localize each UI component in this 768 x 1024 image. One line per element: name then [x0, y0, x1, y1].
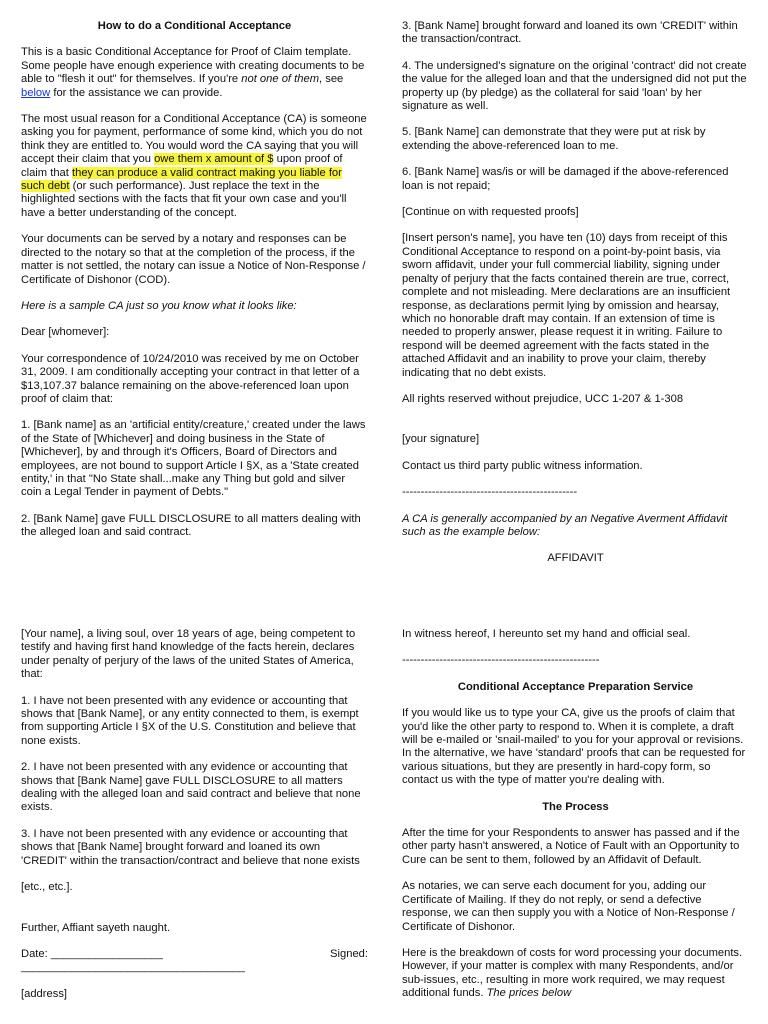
continue-note: [Continue on with requested proofs]: [402, 206, 579, 219]
proof-item-5: 5. [Bank Name] can demonstrate that they were put at risk by extending the above-referenced loan to me.: [402, 126, 706, 152]
preparation-paragraph: If you would like us to type your CA, give us the proofs of claim that you'd like the other party to respond to. When it is complete, a draft will be e-mailed or 'snail-mailed' to you for your approval or revisions. In the alternative, we have 'standard' proofs that can be requested for various situations, but they are presently in hard-copy form, so contact us with the type of matter you're dealing with.: [402, 707, 746, 787]
lower-left-column: [21, 628, 368, 1001]
costs-text: Here is the breakdown of costs for word processing your documents. However, if your matter is complex with many Respondents, and/or sub-issues, etc., resulting in more work required, we may request additional funds.: [402, 946, 743, 1000]
proof-item-3: 3. [Bank Name] brought forward and loaned its own 'CREDIT' within the transaction/contract.: [402, 20, 738, 46]
notary-paragraph: Your documents can be served by a notary and responses can be directed to the notary so that at the completion of the process, if the matter is not settled, the notary can issue a Notice of Non-Response / Certificate of Dishonor (COD).: [21, 233, 366, 286]
ca-text-c: (or such performance). Just replace the text in the highlighted sections with the facts that fit your own case and you'll have a better understanding of the concept.: [21, 180, 347, 219]
intro-text-a: This is a basic Conditional Acceptance for Proof of Claim template. Some people have enough experience with creating documents to be able to "flesh it out" for themselves. If you're: [21, 46, 365, 86]
process-paragraph: After the time for your Respondents to answer has passed and if the other party hasn't answered, a Notice of Fault with an Opportunity to Cure can be sent to them, followed by an Affidavit of Default.: [402, 827, 740, 866]
preparation-service-heading: Conditional Acceptance Preparation Service: [457, 680, 694, 693]
affiant-declaration: [Your name], a living soul, over 18 years of age, being competent to testify and having first hand knowledge of the facts herein, declares under penalty of perjury of the laws of the united States of America, that:: [21, 628, 356, 681]
witness-statement: In witness hereof, I hereunto set my hand and official seal.: [402, 628, 691, 640]
signature-line: ____________________________________: [21, 961, 245, 974]
notaries-paragraph: As notaries, we can serve each document for you, adding our Certificate of Mailing. If they do not reply, or send a defective response, we can then supply you with a Notice of Non-Response / Certificate of Dishonor.: [402, 880, 735, 933]
highlight-contract: they can produce a valid contract making you liable for such debt: [21, 166, 342, 193]
proof-item-2: 2. [Bank Name] gave FULL DISCLOSURE to all matters dealing with the alleged loan and said contract.: [21, 512, 361, 539]
intro-text-c: for the assistance we can provide.: [50, 86, 223, 99]
affidavit-note: A CA is generally accompanied by an Negative Averment Affidavit such as the example below:: [402, 512, 728, 538]
intro-paragraph: [21, 46, 368, 100]
contact-note: Contact us third party public witness information.: [402, 459, 643, 472]
affidavit-point-3: 3. I have not been presented with any evidence or accounting that shows that [Bank Name] brought forward and loaned its own 'CREDIT' within the transaction/contract and believe that none exists: [21, 827, 360, 867]
separator-dashes-2: -----------------------------------------------------: [402, 654, 600, 667]
date-signed-row: [21, 948, 368, 961]
ca-text-b: upon proof of claim that: [21, 153, 343, 179]
etc-note: [etc., etc.].: [21, 881, 73, 894]
prices-italic: The prices below: [486, 987, 572, 1000]
ca-explanation-paragraph: [21, 113, 368, 220]
below-link[interactable]: below: [21, 86, 51, 99]
document-title: How to do a Conditional Acceptance: [97, 20, 292, 32]
response-deadline-paragraph: [Insert person's name], you have ten (10) days from receipt of this Conditional Acceptance to respond on a point-by-point basis, via sworn affidavit, under your full commercial liability, signing under penalty of perjury that the facts contained therein are true, correct, complete and not misleading. Mere declarations are an insufficient response, as declarations permit lying by omission and hearsay, which no honorable draft may contain. If an extension of time is needed to properly answer, please request it in writing. Failure to respond will be deemed agreement with the facts stated in the attached Affidavit and an inability to prove your claim, thereby indicating that no debt exists.: [402, 232, 731, 379]
ca-text-a: The most usual reason for a Conditional Acceptance (CA) is someone asking you for payment, performance of some kind, which you do not think they are entitled to. You would word the CA saying that you will accept their claim that you: [21, 113, 367, 166]
lower-right-column: [402, 628, 749, 1001]
proof-item-6: 6. [Bank Name] was/is or will be damaged if the above-referenced loan is not repaid;: [402, 166, 729, 192]
affidavit-point-2: 2. I have not been presented with any evidence or accounting that shows that [Bank Name] gave FULL DISCLOSURE to all matters dealing with the alleged loan and said contract and believe that none exists.: [21, 761, 361, 814]
process-heading: The Process: [542, 800, 609, 813]
upper-right-column: [402, 20, 749, 566]
salutation: Dear [whomever]:: [21, 326, 110, 339]
highlight-amount: owe them x amount of $: [154, 153, 274, 166]
rights-reserved: All rights reserved without prejudice, UCC 1-207 & 1-308: [402, 392, 684, 405]
affidavit-point-1: 1. I have not been presented with any evidence or accounting that shows that [Bank Name], or any entity connected to them, is exempt from supporting Article I §X of the U.S. Constitution and believe that none exists.: [21, 694, 359, 747]
proof-item-4: 4. The undersigned's signature on the original 'contract' did not create the value for the alleged loan and that the undersigned did not put the property up (by pledge) as the collateral for said 'loan' by her signature as well.: [402, 59, 747, 113]
separator-dashes: -----------------------------------------------: [402, 486, 578, 499]
address-placeholder: [address]: [21, 987, 68, 1000]
upper-left-column: [21, 20, 368, 540]
further-note: Further, Affiant sayeth naught.: [21, 921, 171, 934]
signature-placeholder: [your signature]: [402, 433, 480, 446]
signed-label: Signed:: [330, 947, 368, 960]
date-line: Date: __________________: [21, 947, 163, 960]
intro-italic: not one of them: [241, 73, 320, 86]
costs-paragraph: [402, 947, 749, 1001]
affidavit-heading: AFFIDAVIT: [547, 552, 604, 565]
sample-intro: Here is a sample CA just so you know what it looks like:: [21, 299, 297, 312]
correspondence-paragraph: Your correspondence of 10/24/2010 was received by me on October 31, 2009. I am conditionally accepting your contract in that letter of a $13,107.37 balance remaining on the above-referenced loan upon proof of claim that:: [21, 352, 360, 405]
intro-text-b: , see: [319, 73, 344, 86]
proof-item-1: 1. [Bank name] as an 'artificial entity/creature,' created under the laws of the State of [Whichever] and doing business in the State of [Whichever], by and through it's Officers, Board of Directors and employees, are not bound to support Article I §X, as a 'State created entity,' in that "No State shall...make any Thing but gold and silver coin a Legal Tender in payment of Debts.": [21, 419, 366, 499]
